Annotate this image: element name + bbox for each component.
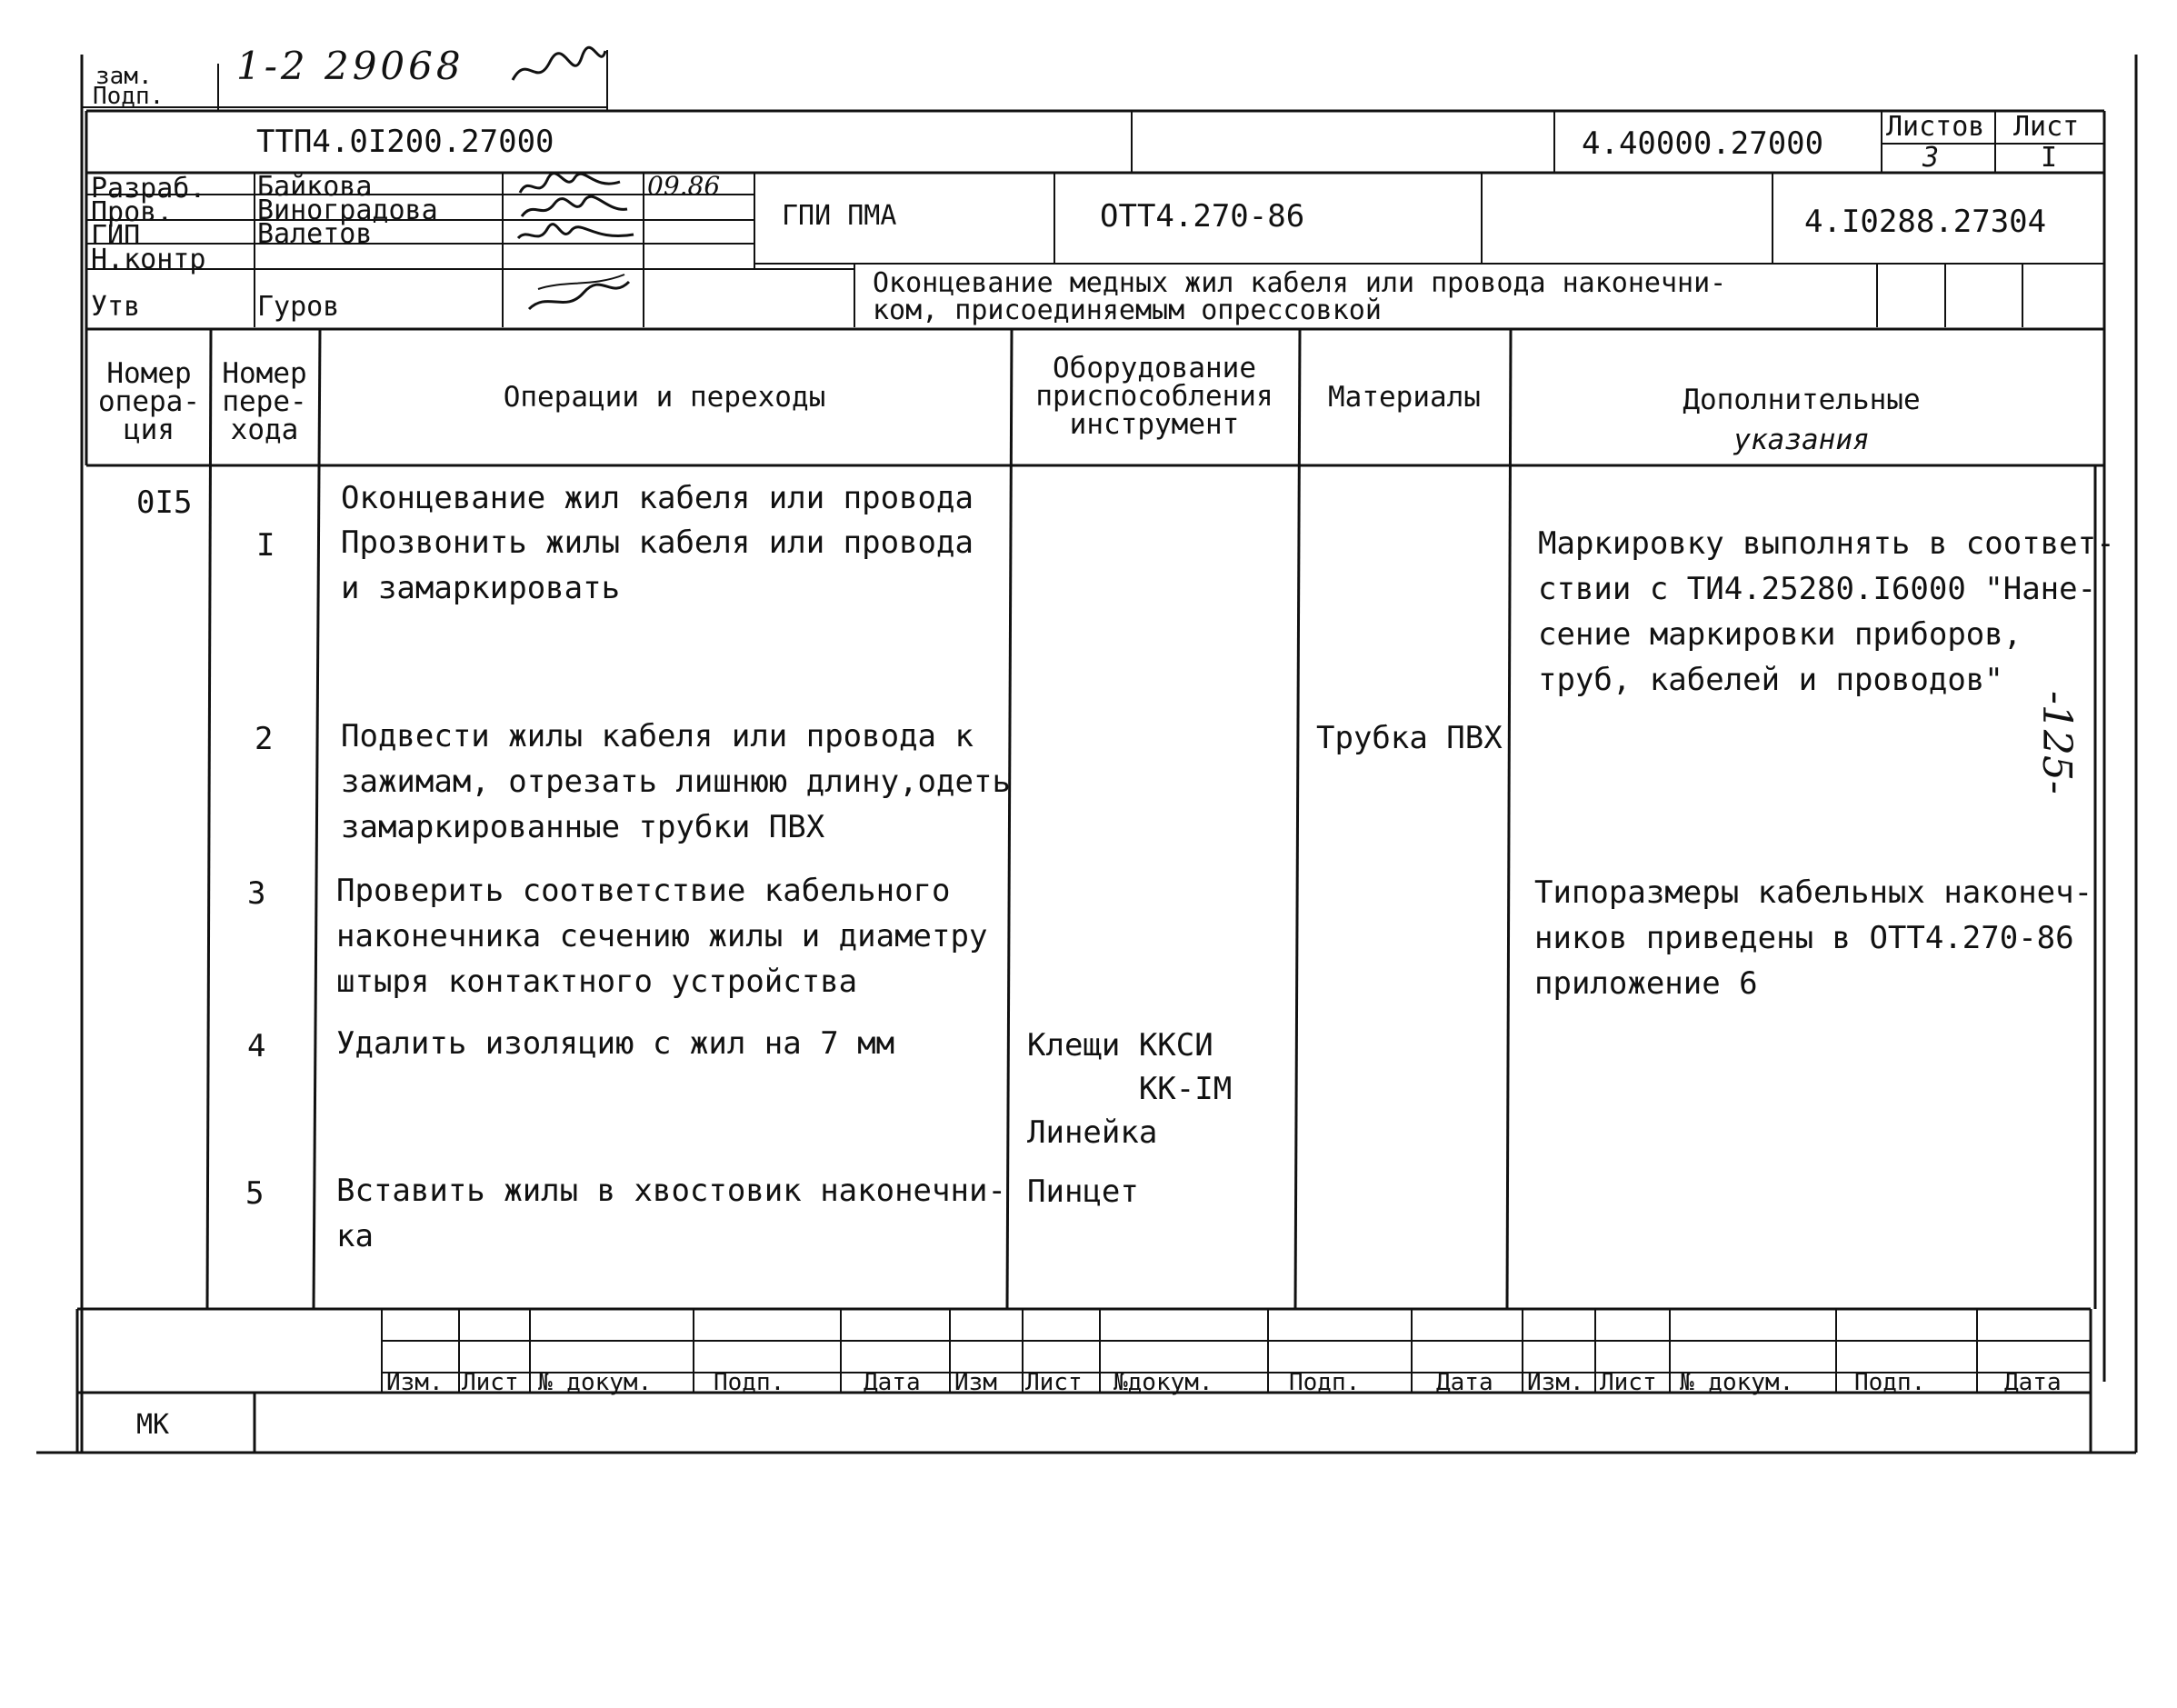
rev-c-dokum: № докум.: [1680, 1369, 1794, 1396]
step-5-line-2: ка: [336, 1218, 374, 1254]
step-number-5: 5: [245, 1175, 265, 1212]
step-number-3: 3: [247, 875, 266, 912]
step-2-line-3: замаркированные трубки ПВХ: [341, 809, 825, 845]
col-op-number: Номер опера- ция: [98, 357, 200, 446]
rev-a-izm: Изм.: [386, 1369, 444, 1396]
step-2-line-1: Подвести жилы кабеля или провода к: [341, 718, 974, 754]
rev-a-dokum: № докум.: [538, 1369, 653, 1396]
step-number-2: 2: [255, 721, 274, 757]
operation-title: Оконцевание жил кабеля или провода: [341, 480, 974, 516]
step-number-1: I: [256, 527, 275, 564]
notes-step3-line-3: приложение 6: [1534, 965, 1758, 1002]
doc-title-line-1: Оконцевание медных жил кабеля или провода наконечни-: [873, 267, 1727, 299]
notes-step3-line-1: Типоразмеры кабельных наконеч-: [1534, 874, 2093, 911]
operation-number: 0I5: [136, 484, 193, 521]
rev-c-izm: Изм.: [1527, 1369, 1584, 1396]
sheets-value: 3: [1922, 142, 1940, 174]
sig-name-5: Гуров: [257, 291, 340, 323]
sig-role-5: Утв: [91, 291, 141, 323]
col-step-number: Номер пере- хода: [222, 357, 307, 446]
rev-a-data: Дата: [864, 1369, 921, 1396]
sig-role-2: Пров.: [91, 196, 174, 228]
notes-step3-line-2: ников приведены в ОТТ4.270-86: [1534, 920, 2074, 956]
form-code: МК: [136, 1409, 170, 1441]
equipment-step4-line-1: Клещи ККСИ: [1027, 1027, 1213, 1064]
notes-step1-line-3: сение маркировки приборов,: [1538, 616, 2022, 653]
top-signature: [509, 44, 609, 98]
rev-b-dokum: №докум.: [1113, 1369, 1213, 1396]
sig-name-1: Байкова: [257, 171, 373, 203]
rev-c-list: Лист: [1600, 1369, 1657, 1396]
step-3-line-3: штыря контактного устройства: [336, 964, 858, 1000]
doc-code-right: 4.40000.27000: [1582, 125, 1824, 162]
equipment-step5: Пинцет: [1027, 1174, 1139, 1210]
step-2-line-2: зажимам, отрезать лишнюю длину,одеть: [341, 764, 1011, 800]
handwritten-signatures: [511, 173, 638, 327]
doc-code-b: 4.I0288.27304: [1804, 204, 2047, 240]
sig-name-2: Виноградова: [257, 195, 438, 226]
step-3-line-2: наконечника сечению жилы и диаметру: [336, 918, 988, 954]
step-3-line-1: Проверить соответствие кабельного: [336, 873, 951, 909]
rev-a-podp: Подп.: [714, 1369, 785, 1396]
zam-label: зам.: [95, 63, 153, 90]
equipment-step4-line-2: КК-IМ: [1027, 1071, 1233, 1107]
notes-step1-line-2: ствии с ТИ4.25280.I6000 "Нане-: [1538, 571, 2097, 607]
equipment-step4-line-3: Линейка: [1027, 1114, 1158, 1151]
sig-role-4: Н.контр: [91, 244, 206, 275]
col-notes: Дополнительные указания: [1683, 384, 1921, 456]
handwritten-code: 1-2 29068: [236, 44, 464, 88]
rev-c-podp: Подп.: [1854, 1369, 1926, 1396]
step-1-line-2: и замаркировать: [341, 570, 621, 606]
standard-code: ОТТ4.270-86: [1100, 198, 1305, 235]
rev-b-podp: Подп.: [1289, 1369, 1361, 1396]
rev-c-data: Дата: [2004, 1369, 2062, 1396]
sig-date-1: 09.86: [647, 171, 721, 201]
sig-role-1: Разраб.: [91, 173, 206, 205]
sig-role-3: ГИП: [91, 220, 141, 252]
doc-code-left: ТТП4.0I200.27000: [256, 124, 554, 160]
rev-a-list: Лист: [462, 1369, 519, 1396]
notes-step1-line-1: Маркировку выполнять в соответ-: [1538, 525, 2115, 562]
podp-label: Подп.: [93, 83, 165, 110]
col-operations: Операции и переходы: [503, 381, 826, 414]
step-number-4: 4: [247, 1028, 266, 1064]
col-equipment: Оборудование приспособления инструмент: [1035, 352, 1273, 441]
doc-title-line-2: ком, присоединяемым опрессовкой: [873, 295, 1382, 326]
col-materials: Материалы: [1328, 381, 1481, 414]
sheet-label: Лист: [2013, 111, 2080, 143]
rev-b-list: Лист: [1025, 1369, 1083, 1396]
org-name: ГПИ ПМА: [782, 200, 897, 232]
step-4-line-1: Удалить изоляцию с жил на 7 мм: [336, 1025, 895, 1062]
notes-step1-line-4: труб, кабелей и проводов": [1538, 662, 2003, 698]
rev-b-izm: Изм: [954, 1369, 997, 1396]
sheet-value: I: [2041, 142, 2058, 174]
side-page-number: -125-: [2033, 691, 2080, 794]
sig-name-3: Валетов: [257, 218, 373, 250]
rev-b-data: Дата: [1436, 1369, 1493, 1396]
sheets-label: Листов: [1886, 111, 1985, 143]
step-5-line-1: Вставить жилы в хвостовик наконечни-: [336, 1173, 1006, 1209]
step-1-line-1: Прозвонить жилы кабеля или провода: [341, 524, 974, 561]
materials-step2: Трубка ПВХ: [1316, 720, 1503, 756]
